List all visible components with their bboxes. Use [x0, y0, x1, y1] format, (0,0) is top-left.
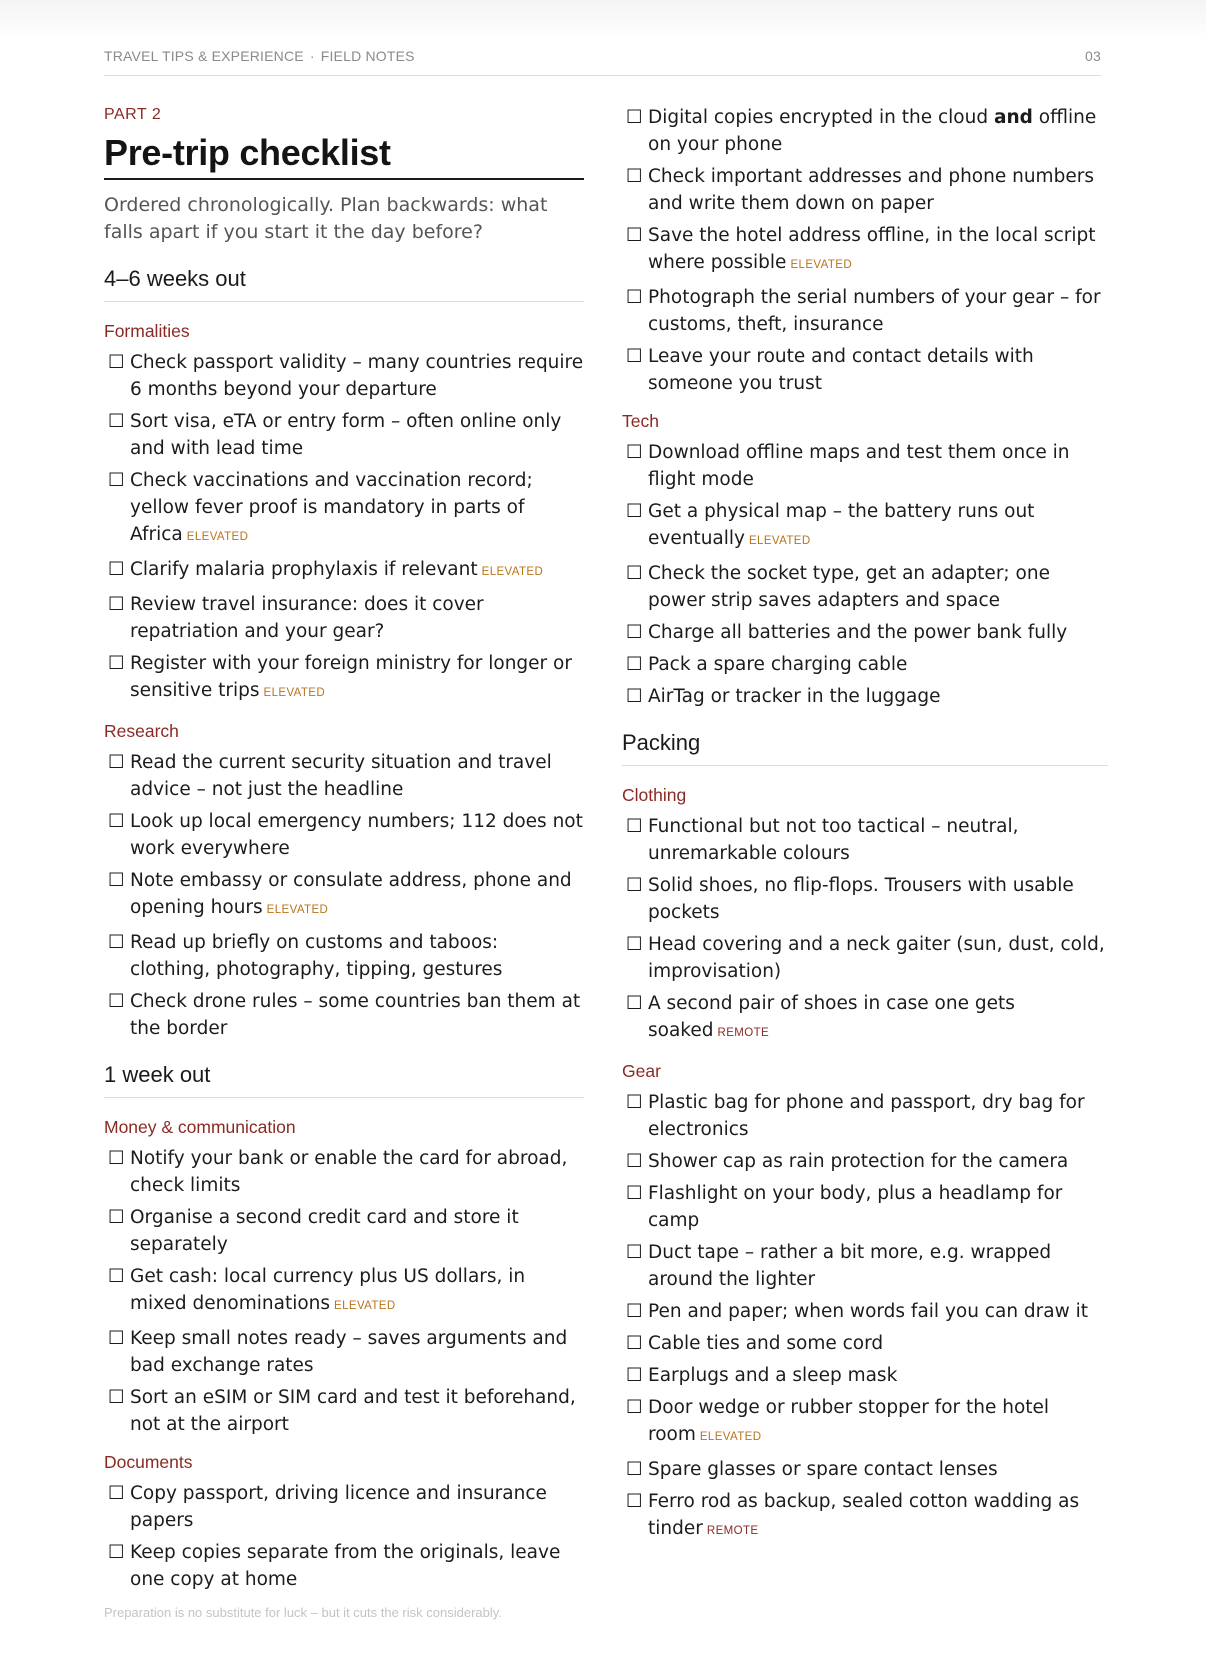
checkbox-icon[interactable]: ☐ [626, 1397, 643, 1418]
checklist-item-text: Charge all batteries and the power bank fully [648, 622, 1068, 643]
risk-level-badge: ELEVATED [790, 259, 853, 271]
checkbox-icon[interactable]: ☐ [108, 932, 125, 953]
checklist-item-text: Pack a spare charging cable [648, 654, 908, 675]
checklist-item[interactable] [104, 1480, 584, 1534]
checklist-item[interactable] [622, 1089, 1108, 1143]
checklist-item-text: Flashlight on your body, plus a headlamp for camp [648, 1183, 1063, 1231]
checklist-item-text: Review travel insurance: does it cover repatriation and your gear? [130, 594, 484, 642]
checklist-item[interactable] [622, 931, 1108, 985]
checklist-item[interactable] [104, 749, 584, 803]
checklist [104, 349, 584, 707]
checklist-item-text: Read the current security situation and travel advice – not just the headline [130, 752, 552, 800]
checklist-item[interactable] [104, 650, 584, 707]
checkbox-icon[interactable]: ☐ [626, 1365, 643, 1386]
checkbox-icon[interactable]: ☐ [626, 501, 643, 522]
checklist-item-text: Sort visa, eTA or entry form – often online only and with lead time [130, 411, 562, 459]
right-column [622, 104, 1108, 1550]
subsection-heading: Research [104, 721, 179, 741]
risk-level-badge: ELEVATED [699, 1431, 762, 1443]
checklist-item[interactable] [104, 1145, 584, 1199]
checklist-item[interactable] [104, 408, 584, 462]
checkbox-icon[interactable]: ☐ [626, 1301, 643, 1322]
checkbox-icon[interactable]: ☐ [626, 1333, 643, 1354]
checklist-item-text: Door wedge or rubber stopper for the hotel room [648, 1397, 1050, 1445]
checkbox-icon[interactable]: ☐ [108, 559, 125, 580]
checkbox-icon[interactable]: ☐ [626, 107, 643, 128]
checkbox-icon[interactable]: ☐ [626, 934, 643, 955]
checkbox-icon[interactable]: ☐ [626, 287, 643, 308]
checklist-item[interactable] [104, 556, 584, 586]
checklist-item-text: Plastic bag for phone and passport, dry bag for electronics [648, 1092, 1085, 1140]
subsection-heading: Money & communication [104, 1117, 296, 1137]
checklist-item[interactable] [104, 467, 584, 551]
left-column-body [104, 266, 584, 1593]
checklist-item[interactable] [622, 222, 1108, 279]
checklist-item-text: Get cash: local currency plus US dollars, in mixed denominations [130, 1266, 526, 1314]
checkbox-icon[interactable]: ☐ [626, 1183, 643, 1204]
checklist-item-text: Save the hotel address offline, in the local script where possible [648, 225, 1096, 273]
checklist [622, 439, 1108, 710]
section-heading: 4–6 weeks out [104, 266, 584, 302]
header-publication: TRAVEL TIPS & EXPERIENCE [104, 48, 304, 64]
checklist-item[interactable] [104, 1539, 584, 1593]
checkbox-icon[interactable]: ☐ [626, 1151, 643, 1172]
checklist-item-text: Get a physical map – the battery runs out eventually [648, 501, 1035, 549]
checklist-item[interactable] [622, 872, 1108, 926]
checklist-item[interactable] [104, 1325, 584, 1379]
checkbox-icon[interactable]: ☐ [108, 1387, 125, 1408]
checkbox-icon[interactable]: ☐ [626, 346, 643, 367]
checkbox-icon[interactable]: ☐ [108, 1328, 125, 1349]
checklist-item-text: Photograph the serial numbers of your gear – for customs, theft, insurance [648, 287, 1101, 335]
checklist [104, 1145, 584, 1438]
checklist-item[interactable] [622, 619, 1108, 646]
checkbox-icon[interactable]: ☐ [108, 1542, 125, 1563]
checklist-item[interactable] [622, 1394, 1108, 1451]
checklist-item[interactable] [104, 1263, 584, 1320]
checklist-item[interactable] [622, 683, 1108, 710]
checklist-item[interactable] [622, 1298, 1108, 1325]
checklist-item-text: Copy passport, driving licence and insurance papers [130, 1483, 547, 1531]
checklist-item-text: Keep copies separate from the originals, leave one copy at home [130, 1542, 561, 1590]
checklist-item[interactable] [622, 498, 1108, 555]
checkbox-icon[interactable]: ☐ [626, 654, 643, 675]
checklist-item[interactable] [104, 1384, 584, 1438]
checklist-item-text: Digital copies encrypted in the cloud [648, 107, 994, 128]
header-separator: · [309, 48, 315, 64]
checkbox-icon[interactable]: ☐ [626, 166, 643, 187]
checkbox-icon[interactable]: ☐ [626, 816, 643, 837]
footer-note: Preparation is no substitute for luck – but it cuts the risk considerably. [104, 1605, 502, 1620]
checkbox-icon[interactable]: ☐ [626, 686, 643, 707]
checklist-item-text: Look up local emergency numbers; 112 does not work everywhere [130, 811, 583, 859]
checklist-item-text: Spare glasses or spare contact lenses [648, 1459, 998, 1480]
subsection-heading: Gear [622, 1061, 661, 1081]
checklist-item-text: Ferro rod as backup, sealed cotton wadding as tinder [648, 1491, 1080, 1539]
checklist-item-text: Organise a second credit card and store it separately [130, 1207, 519, 1255]
checkbox-icon[interactable]: ☐ [108, 870, 125, 891]
checklist-item[interactable] [622, 1330, 1108, 1357]
checklist-item[interactable] [622, 163, 1108, 217]
header-section: FIELD NOTES [320, 48, 415, 64]
checklist-item[interactable] [622, 651, 1108, 678]
risk-level-badge: ELEVATED [263, 687, 326, 699]
subsection-heading: Documents [104, 1452, 193, 1472]
checklist-item[interactable] [622, 1239, 1108, 1293]
checklist-item-text: Solid shoes, no flip-flops. Trousers with usable pockets [648, 875, 1074, 923]
checklist-item-text: Note embassy or consulate address, phone and opening hours [130, 870, 572, 918]
checklist [104, 749, 584, 1042]
checkbox-icon[interactable]: ☐ [626, 622, 643, 643]
right-column-body [622, 104, 1108, 1545]
checklist-item-text: Check the socket type, get an adapter; one power strip saves adapters and space [648, 563, 1050, 611]
risk-level-badge: ELEVATED [481, 566, 544, 578]
checklist-item[interactable] [104, 1204, 584, 1258]
checklist-item-text: Check vaccinations and vaccination record; yellow fever proof is mandatory in parts of Africa [130, 470, 533, 545]
checklist-item[interactable] [104, 591, 584, 645]
checklist-item-text: Check drone rules – some countries ban them at the border [130, 991, 581, 1039]
checkbox-icon[interactable]: ☐ [108, 411, 125, 432]
checklist [104, 1480, 584, 1593]
checkbox-icon[interactable]: ☐ [626, 993, 643, 1014]
checkbox-icon[interactable]: ☐ [108, 1148, 125, 1169]
checkbox-icon[interactable]: ☐ [626, 225, 643, 246]
emphasis-text: and [993, 107, 1033, 128]
checkbox-icon[interactable]: ☐ [626, 1459, 643, 1480]
checklist-item-text: Functional but not too tactical – neutral, unremarkable colours [648, 816, 1019, 864]
checkbox-icon[interactable]: ☐ [626, 563, 643, 584]
checklist-item-text: Pen and paper; when words fail you can draw it [648, 1301, 1089, 1322]
checklist-item[interactable] [104, 808, 584, 862]
checklist-item-text: offline on your phone [648, 107, 1097, 155]
checklist-item[interactable] [622, 990, 1108, 1047]
checklist-item[interactable] [622, 560, 1108, 614]
checklist-item[interactable] [622, 1488, 1108, 1545]
intro-text: Ordered chronologically. Plan backwards: what falls apart if you start it the day before? [104, 194, 548, 243]
risk-level-badge: ELEVATED [266, 904, 329, 916]
checklist-item-text: Shower cap as rain protection for the camera [648, 1151, 1069, 1172]
subsection-heading: Tech [622, 411, 659, 431]
checklist-item-text: Keep small notes ready – saves arguments and bad exchange rates [130, 1328, 568, 1376]
subsection-heading: Formalities [104, 321, 190, 341]
checklist-item[interactable] [622, 104, 1108, 158]
checkbox-icon[interactable]: ☐ [108, 470, 125, 491]
page-top-shadow [0, 0, 1206, 40]
checklist-item-text: Cable ties and some cord [648, 1333, 884, 1354]
risk-level-badge: ELEVATED [334, 1300, 396, 1312]
checklist-item-text: Read up briefly on customs and taboos: clothing, photography, tipping, gestures [130, 932, 503, 980]
checklist-item[interactable] [622, 1180, 1108, 1234]
checklist-item[interactable] [622, 343, 1108, 397]
checkbox-icon[interactable]: ☐ [108, 752, 125, 773]
page-title: Pre-trip checklist [104, 132, 584, 180]
checklist-item[interactable] [622, 1362, 1108, 1389]
checklist-item-text: Clarify malaria prophylaxis if relevant [130, 559, 478, 580]
checklist-item[interactable] [622, 439, 1108, 493]
checkbox-icon[interactable]: ☐ [626, 1491, 643, 1512]
checkbox-icon[interactable]: ☐ [108, 653, 125, 674]
checkbox-icon[interactable]: ☐ [108, 594, 125, 615]
checklist [622, 1089, 1108, 1545]
checklist-item-text: Download offline maps and test them once in flight mode [648, 442, 1070, 490]
checkbox-icon[interactable]: ☐ [626, 1242, 643, 1263]
checklist-item-text: A second pair of shoes in case one gets soaked [648, 993, 1015, 1041]
subsection-heading: Clothing [622, 785, 687, 805]
checklist [622, 813, 1108, 1047]
checklist-item-text: Sort an eSIM or SIM card and test it beforehand, not at the airport [130, 1387, 576, 1435]
checklist-item[interactable] [622, 1148, 1108, 1175]
part-label: PART 2 [104, 106, 162, 123]
running-header [104, 46, 1101, 76]
checkbox-icon[interactable]: ☐ [108, 991, 125, 1012]
checklist-item[interactable] [104, 929, 584, 983]
checklist-item-text: Duct tape – rather a bit more, e.g. wrapped around the lighter [648, 1242, 1052, 1290]
checklist-item-text: Notify your bank or enable the card for abroad, check limits [130, 1148, 568, 1196]
left-column [104, 106, 584, 1598]
checkbox-icon[interactable]: ☐ [626, 442, 643, 463]
checklist [622, 104, 1108, 397]
checkbox-icon[interactable]: ☐ [108, 1266, 125, 1287]
checklist-item[interactable] [104, 349, 584, 403]
risk-level-badge: REMOTE [717, 1027, 770, 1039]
page-number: 03 [1085, 48, 1101, 64]
checklist-item-text: Head covering and a neck gaiter (sun, dust, cold, improvisation) [648, 934, 1105, 982]
header-breadcrumb [104, 48, 415, 64]
checklist-item-text: Check passport validity – many countries require 6 months beyond your departure [130, 352, 584, 400]
section-heading: Packing [622, 730, 1108, 766]
checklist-item[interactable] [622, 284, 1108, 338]
checklist-item-text: Check important addresses and phone numbers and write them down on paper [648, 166, 1094, 214]
risk-level-badge: REMOTE [706, 1525, 759, 1537]
checklist-item-text: AirTag or tracker in the luggage [648, 686, 941, 707]
checkbox-icon[interactable]: ☐ [626, 875, 643, 896]
checklist-item[interactable] [104, 988, 584, 1042]
checkbox-icon[interactable]: ☐ [108, 1483, 125, 1504]
checkbox-icon[interactable]: ☐ [108, 811, 125, 832]
checkbox-icon[interactable]: ☐ [626, 1092, 643, 1113]
checklist-item[interactable] [622, 813, 1108, 867]
checkbox-icon[interactable]: ☐ [108, 1207, 125, 1228]
checklist-item[interactable] [622, 1456, 1108, 1483]
checklist-item-text: Register with your foreign ministry for longer or sensitive trips [130, 653, 572, 701]
risk-level-badge: ELEVATED [186, 531, 249, 543]
checklist-item[interactable] [104, 867, 584, 924]
risk-level-badge: ELEVATED [748, 535, 811, 547]
checkbox-icon[interactable]: ☐ [108, 352, 125, 373]
section-heading: 1 week out [104, 1062, 584, 1098]
checklist-item-text: Earplugs and a sleep mask [648, 1365, 898, 1386]
checklist-item-text: Leave your route and contact details with someone you trust [648, 346, 1034, 394]
